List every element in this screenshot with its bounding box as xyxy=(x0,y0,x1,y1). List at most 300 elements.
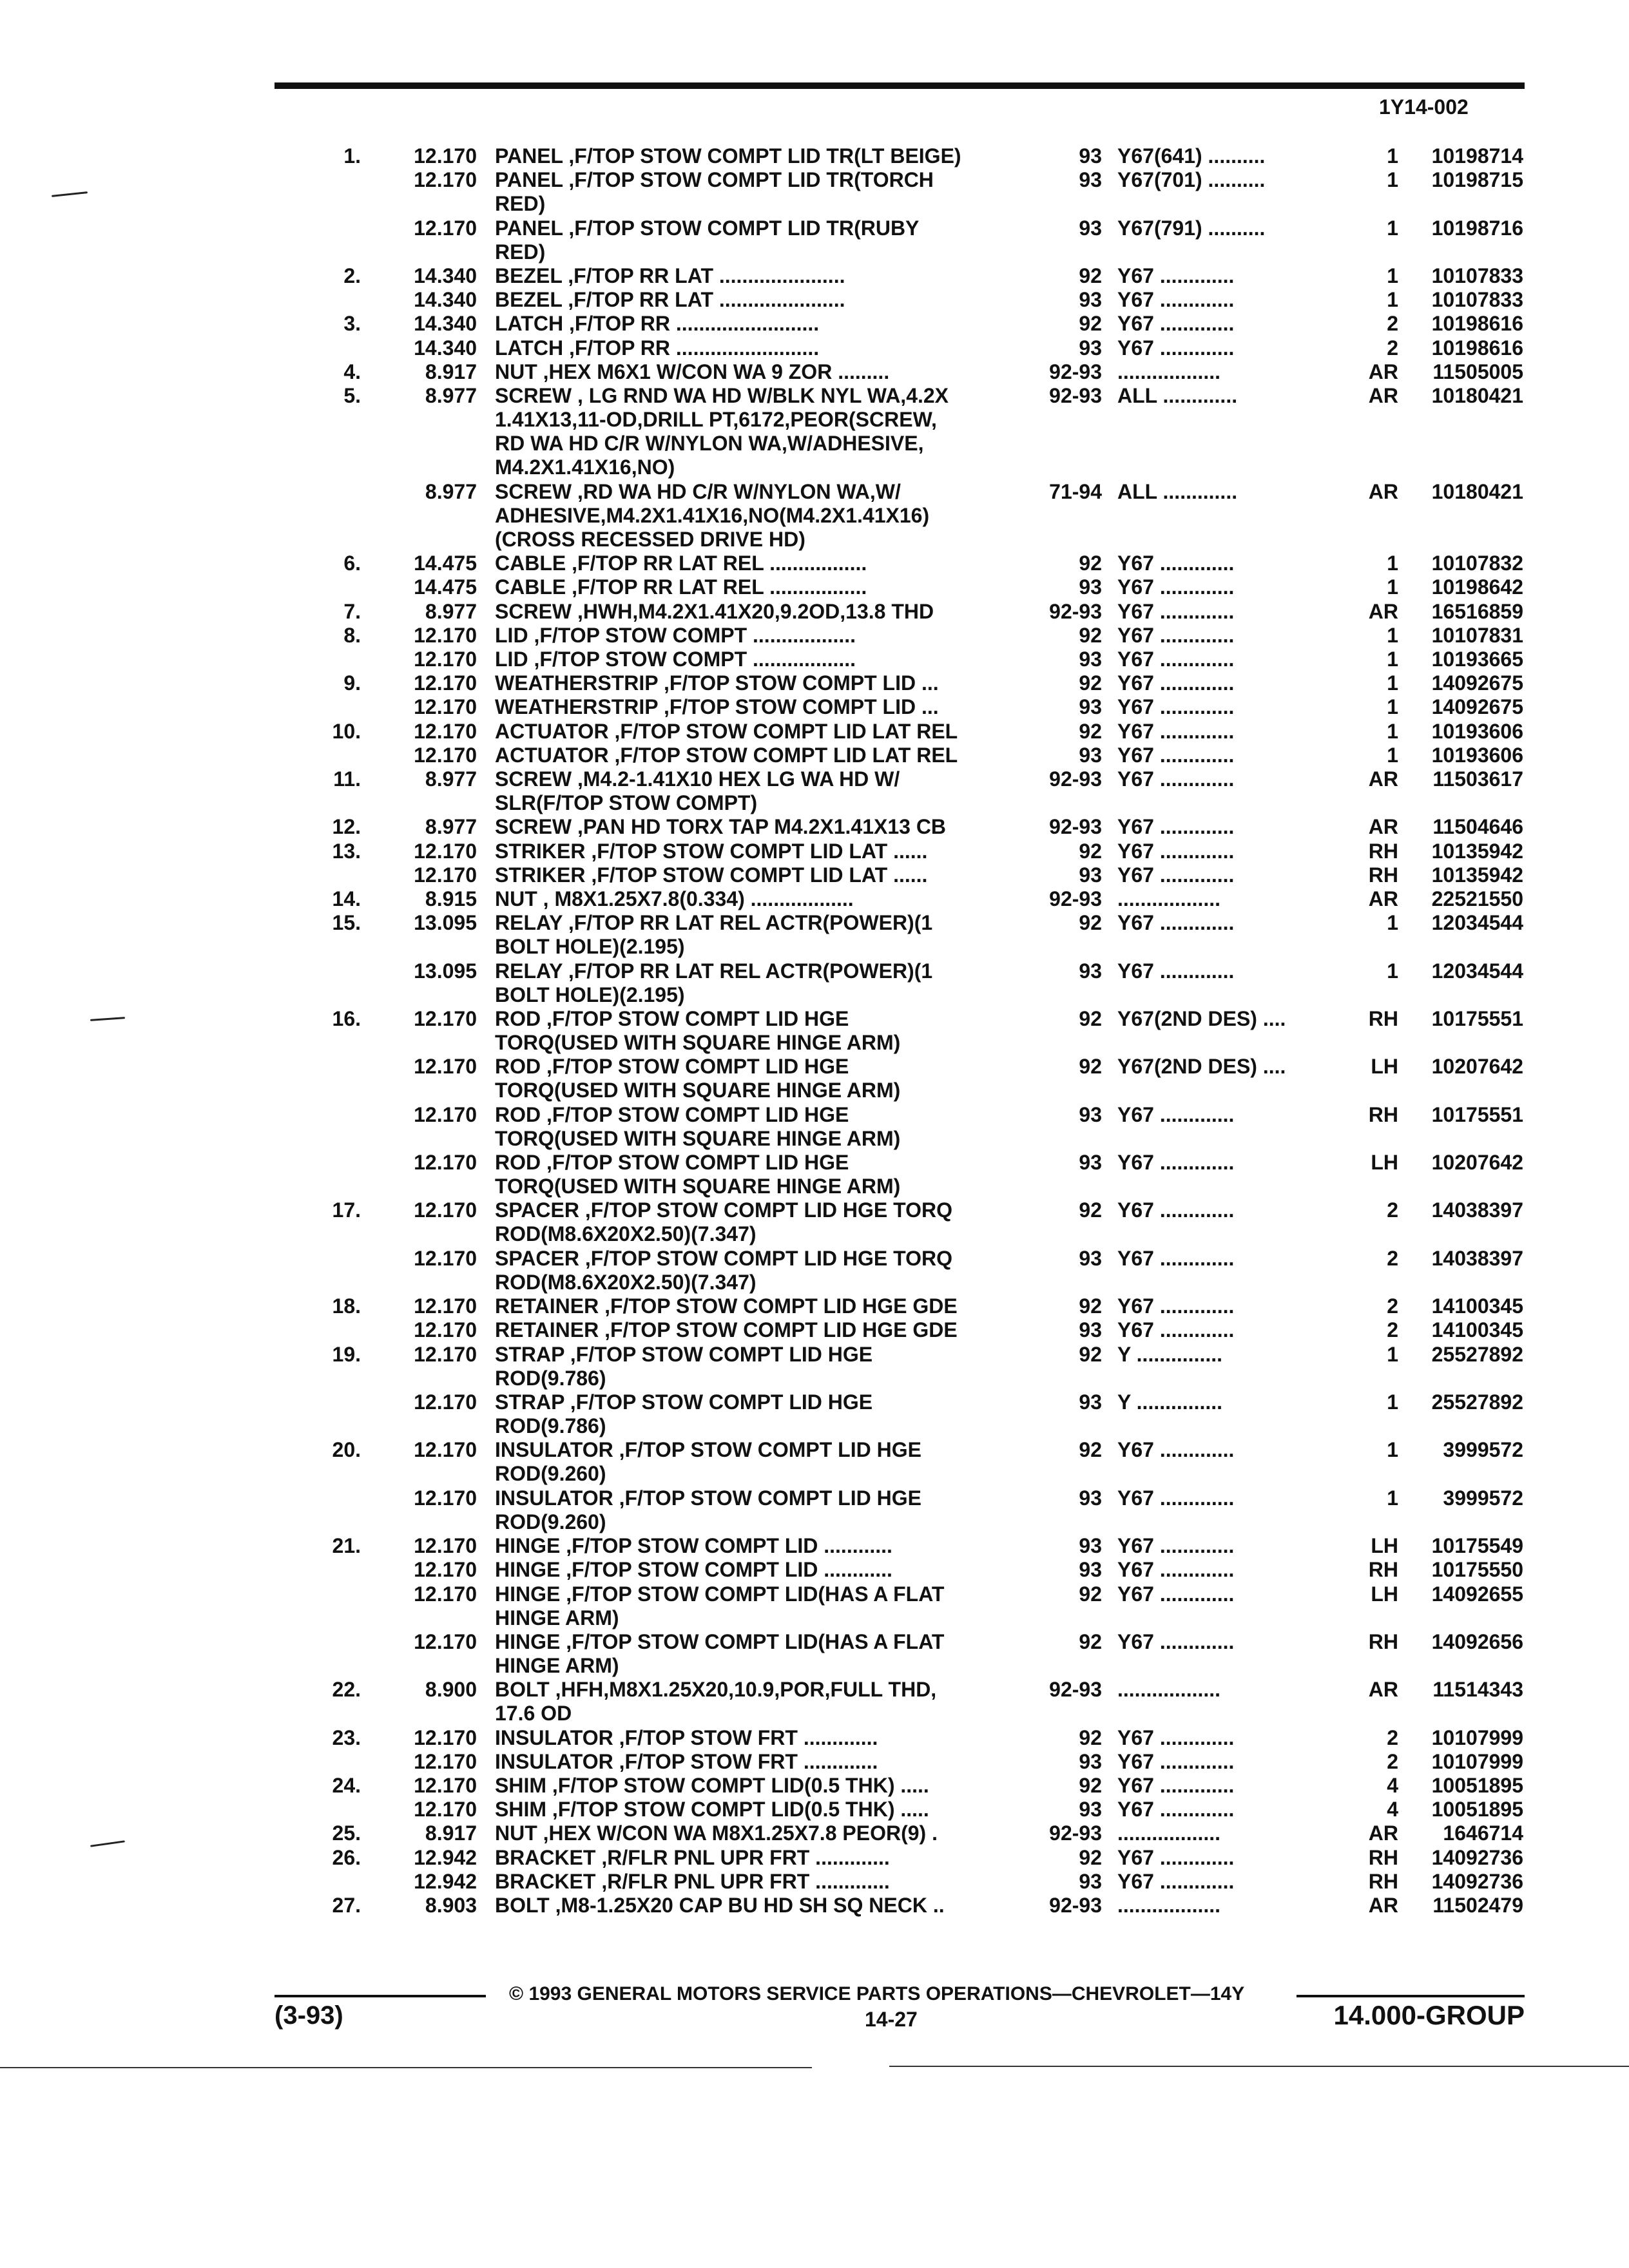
group-number: 12.170 xyxy=(414,1006,477,1030)
part-description: ROD ,F/TOP STOW COMPT LID HGE TORQ(USED WITH SQUARE HINGE ARM) xyxy=(495,1055,901,1102)
part-number: 14092656 xyxy=(1431,1629,1523,1653)
group-number: 12.170 xyxy=(414,144,477,168)
part-number: 10175549 xyxy=(1431,1534,1523,1558)
part-number: 10051895 xyxy=(1431,1798,1523,1821)
group-number: 8.977 xyxy=(425,767,477,791)
group-number: 12.170 xyxy=(414,1774,477,1798)
item-number: 17. xyxy=(332,1198,361,1222)
quantity: 1 xyxy=(1387,719,1398,743)
model-code: Y67(701) .......... xyxy=(1117,168,1266,192)
group-number: 12.170 xyxy=(414,1438,477,1462)
model-year: 93 xyxy=(1079,168,1102,192)
model-year: 93 xyxy=(1079,695,1102,719)
table-row xyxy=(0,887,1629,911)
model-year: 92-93 xyxy=(1049,1678,1102,1702)
part-description: INSULATOR ,F/TOP STOW FRT ............. xyxy=(495,1725,878,1749)
part-number: 14100345 xyxy=(1431,1318,1523,1342)
item-number: 27. xyxy=(332,1894,361,1917)
group-number: 8.915 xyxy=(425,887,477,910)
part-description: NUT ,HEX W/CON WA M8X1.25X7.8 PEOR(9) . xyxy=(495,1821,938,1845)
item-number: 16. xyxy=(332,1006,361,1030)
quantity: AR xyxy=(1368,767,1398,791)
quantity: 2 xyxy=(1387,312,1398,336)
model-year: 92 xyxy=(1079,312,1102,336)
model-code: Y67 ............. xyxy=(1117,695,1235,719)
footer-rule-right xyxy=(1296,1995,1525,1997)
part-number: 25527892 xyxy=(1431,1342,1523,1366)
table-row xyxy=(0,959,1629,1007)
model-code: Y67 ............. xyxy=(1117,1629,1235,1653)
item-number: 11. xyxy=(333,767,361,791)
part-description: SCREW ,M4.2-1.41X10 HEX LG WA HD W/ SLR(F/TOP STOW COMPT) xyxy=(495,767,900,814)
part-number: 11504646 xyxy=(1432,815,1523,839)
part-description: BRACKET ,R/FLR PNL UPR FRT ............. xyxy=(495,1869,890,1893)
part-description: HINGE ,F/TOP STOW COMPT LID(HAS A FLAT HINGE ARM) xyxy=(495,1629,945,1677)
table-row xyxy=(0,552,1629,575)
model-code: .................. xyxy=(1117,1678,1221,1702)
model-code: .................. xyxy=(1117,1894,1221,1917)
part-description: RELAY ,F/TOP RR LAT REL ACTR(POWER)(1 BOLT HOLE)(2.195) xyxy=(495,911,933,959)
table-row xyxy=(0,575,1629,599)
part-number: 25527892 xyxy=(1431,1390,1523,1414)
model-code: Y ............... xyxy=(1117,1342,1223,1366)
group-number: 12.170 xyxy=(414,216,477,240)
quantity: RH xyxy=(1368,1006,1398,1030)
model-code: Y67 ............. xyxy=(1117,1869,1235,1893)
part-number: 10107999 xyxy=(1431,1725,1523,1749)
model-year: 92 xyxy=(1079,911,1102,935)
model-year: 93 xyxy=(1079,144,1102,168)
quantity: 2 xyxy=(1387,1725,1398,1749)
part-number: 10180421 xyxy=(1431,383,1523,407)
table-row xyxy=(0,1343,1629,1390)
group-number: 8.977 xyxy=(425,383,477,407)
part-description: PANEL ,F/TOP STOW COMPT LID TR(RUBY RED) xyxy=(495,216,920,264)
model-year: 93 xyxy=(1079,336,1102,360)
part-number: 10198715 xyxy=(1431,168,1523,192)
group-number: 12.170 xyxy=(414,1725,477,1749)
quantity: 1 xyxy=(1387,695,1398,719)
part-number: 3999572 xyxy=(1443,1486,1523,1510)
item-number: 12. xyxy=(332,815,361,839)
part-description: SCREW ,PAN HD TORX TAP M4.2X1.41X13 CB xyxy=(495,815,947,839)
part-description: LATCH ,F/TOP RR ......................... xyxy=(495,336,820,360)
table-row xyxy=(0,1894,1629,1917)
quantity: 1 xyxy=(1387,959,1398,983)
model-code: Y67 ............. xyxy=(1117,1438,1235,1462)
table-row xyxy=(0,863,1629,887)
table-row xyxy=(0,1846,1629,1870)
table-row xyxy=(0,1534,1629,1558)
model-year: 93 xyxy=(1079,743,1102,767)
group-number: 12.170 xyxy=(414,623,477,647)
table-row xyxy=(0,1630,1629,1678)
part-number: 10207642 xyxy=(1431,1151,1523,1175)
part-number: 11503617 xyxy=(1432,767,1523,791)
group-number: 12.170 xyxy=(414,1102,477,1126)
model-year: 92 xyxy=(1079,1006,1102,1030)
item-number: 20. xyxy=(332,1438,361,1462)
part-number: 14092655 xyxy=(1431,1582,1523,1606)
model-code: Y67 ............. xyxy=(1117,719,1235,743)
part-description: HINGE ,F/TOP STOW COMPT LID(HAS A FLAT HINGE ARM) xyxy=(495,1582,945,1629)
group-number: 12.170 xyxy=(414,1629,477,1653)
group-number: 12.942 xyxy=(414,1845,477,1869)
model-year: 93 xyxy=(1079,1749,1102,1773)
model-code: Y67(2ND DES) .... xyxy=(1117,1055,1286,1079)
group-label: 14.000-GROUP xyxy=(1333,2000,1525,2030)
model-year: 92 xyxy=(1079,552,1102,575)
model-year: 92-93 xyxy=(1049,767,1102,791)
table-row xyxy=(0,480,1629,552)
quantity: AR xyxy=(1368,479,1398,503)
group-number: 14.340 xyxy=(414,288,477,312)
group-number: 8.903 xyxy=(425,1894,477,1917)
model-code: Y67 ............. xyxy=(1117,648,1235,671)
table-row xyxy=(0,671,1629,695)
quantity: AR xyxy=(1368,360,1398,383)
part-description: BEZEL ,F/TOP RR LAT ...................... xyxy=(495,288,845,312)
table-row xyxy=(0,144,1629,168)
table-row xyxy=(0,1726,1629,1750)
footer-rule-left xyxy=(275,1995,486,1997)
part-number: 10198716 xyxy=(1431,216,1523,240)
model-year: 92 xyxy=(1079,1055,1102,1079)
model-year: 92 xyxy=(1079,1582,1102,1606)
item-number: 5. xyxy=(343,383,361,407)
scan-artifact-line xyxy=(0,2067,812,2068)
model-code: .................. xyxy=(1117,1821,1221,1845)
part-description: STRAP ,F/TOP STOW COMPT LID HGE ROD(9.786) xyxy=(495,1390,873,1438)
table-row xyxy=(0,1151,1629,1198)
model-year: 92 xyxy=(1079,1294,1102,1318)
model-code: Y67(791) .......... xyxy=(1117,216,1266,240)
quantity: 2 xyxy=(1387,1318,1398,1342)
part-number: 10107999 xyxy=(1431,1749,1523,1773)
group-number: 14.340 xyxy=(414,336,477,360)
table-row xyxy=(0,1558,1629,1582)
part-number: 14038397 xyxy=(1431,1198,1523,1222)
item-number: 18. xyxy=(332,1294,361,1318)
quantity: 1 xyxy=(1387,1390,1398,1414)
table-row xyxy=(0,168,1629,216)
part-description: SCREW ,HWH,M4.2X1.41X20,9.2OD,13.8 THD xyxy=(495,599,934,623)
quantity: 1 xyxy=(1387,216,1398,240)
model-year: 93 xyxy=(1079,1390,1102,1414)
part-number: 11505005 xyxy=(1432,360,1523,383)
part-number: 10051895 xyxy=(1431,1774,1523,1798)
item-number: 10. xyxy=(332,719,361,743)
part-number: 10135942 xyxy=(1431,839,1523,863)
quantity: 1 xyxy=(1387,911,1398,935)
table-row xyxy=(0,216,1629,264)
table-row xyxy=(0,1774,1629,1798)
part-description: HINGE ,F/TOP STOW COMPT LID ............ xyxy=(495,1534,892,1558)
item-number: 26. xyxy=(332,1845,361,1869)
table-row xyxy=(0,384,1629,480)
item-number: 21. xyxy=(332,1534,361,1558)
model-code: Y67 ............. xyxy=(1117,1749,1235,1773)
model-year: 92-93 xyxy=(1049,1821,1102,1845)
model-code: .................. xyxy=(1117,360,1221,383)
group-number: 12.170 xyxy=(414,1055,477,1079)
part-description: BEZEL ,F/TOP RR LAT ...................... xyxy=(495,264,845,287)
part-description: RETAINER ,F/TOP STOW COMPT LID HGE GDE xyxy=(495,1294,958,1318)
table-row xyxy=(0,720,1629,744)
part-description: ROD ,F/TOP STOW COMPT LID HGE TORQ(USED WITH SQUARE HINGE ARM) xyxy=(495,1006,901,1054)
model-year: 92-93 xyxy=(1049,887,1102,910)
page-number: 14-27 xyxy=(865,2008,918,2031)
group-number: 12.170 xyxy=(414,671,477,695)
table-row xyxy=(0,624,1629,648)
part-description: PANEL ,F/TOP STOW COMPT LID TR(LT BEIGE) xyxy=(495,144,961,168)
part-description: ACTUATOR ,F/TOP STOW COMPT LID LAT REL xyxy=(495,719,958,743)
part-number: 10198616 xyxy=(1431,336,1523,360)
model-year: 92 xyxy=(1079,623,1102,647)
model-code: Y67 ............. xyxy=(1117,1845,1235,1869)
table-row xyxy=(0,264,1629,288)
part-description: RELAY ,F/TOP RR LAT REL ACTR(POWER)(1 BOLT HOLE)(2.195) xyxy=(495,959,933,1006)
page-code: 1Y14-002 xyxy=(1379,95,1469,119)
model-code: Y67 ............. xyxy=(1117,552,1235,575)
model-code: Y67 ............. xyxy=(1117,1318,1235,1342)
model-year: 71-94 xyxy=(1049,479,1102,503)
part-number: 11502479 xyxy=(1432,1894,1523,1917)
item-number: 13. xyxy=(332,839,361,863)
model-year: 92-93 xyxy=(1049,360,1102,383)
scan-artifact-line xyxy=(889,2066,1629,2067)
quantity: 1 xyxy=(1387,1342,1398,1366)
group-number: 12.170 xyxy=(414,1798,477,1821)
model-year: 92-93 xyxy=(1049,815,1102,839)
quantity: 1 xyxy=(1387,264,1398,287)
quantity: AR xyxy=(1368,1894,1398,1917)
part-description: INSULATOR ,F/TOP STOW FRT ............. xyxy=(495,1749,878,1773)
table-row xyxy=(0,1750,1629,1774)
part-description: LATCH ,F/TOP RR ......................... xyxy=(495,312,820,336)
quantity: 1 xyxy=(1387,623,1398,647)
part-description: PANEL ,F/TOP STOW COMPT LID TR(TORCH RED) xyxy=(495,168,934,216)
part-description: SCREW , LG RND WA HD W/BLK NYL WA,4.2X 1.41X13,11-OD,DRILL PT,6172,PEOR(SCREW, RD WA HD C/R W/NYLON WA,W/ADHESIVE, M4.2X1.41X16,NO) xyxy=(495,383,949,479)
table-row xyxy=(0,1798,1629,1821)
quantity: 2 xyxy=(1387,1749,1398,1773)
model-year: 93 xyxy=(1079,959,1102,983)
part-description: INSULATOR ,F/TOP STOW COMPT LID HGE ROD(9.260) xyxy=(495,1438,921,1486)
table-row xyxy=(0,1318,1629,1342)
table-row xyxy=(0,1103,1629,1151)
quantity: AR xyxy=(1368,815,1398,839)
model-year: 93 xyxy=(1079,863,1102,887)
model-year: 93 xyxy=(1079,1869,1102,1893)
item-number: 3. xyxy=(343,312,361,336)
table-row xyxy=(0,815,1629,839)
group-number: 12.170 xyxy=(414,648,477,671)
model-year: 93 xyxy=(1079,648,1102,671)
model-code: Y67 ............. xyxy=(1117,336,1235,360)
model-code: Y67 ............. xyxy=(1117,1534,1235,1558)
part-description: STRIKER ,F/TOP STOW COMPT LID LAT ...... xyxy=(495,839,928,863)
group-number: 8.977 xyxy=(425,479,477,503)
model-code: Y67 ............. xyxy=(1117,1774,1235,1798)
model-code: Y67(641) .......... xyxy=(1117,144,1266,168)
item-number: 22. xyxy=(332,1678,361,1702)
quantity: 1 xyxy=(1387,671,1398,695)
group-number: 12.170 xyxy=(414,1486,477,1510)
model-code: Y67 ............. xyxy=(1117,671,1235,695)
copyright-notice: © 1993 GENERAL MOTORS SERVICE PARTS OPERATIONS—CHEVROLET—14Y xyxy=(509,1983,1245,2004)
item-number: 2. xyxy=(343,264,361,287)
quantity: 1 xyxy=(1387,552,1398,575)
model-year: 92-93 xyxy=(1049,1894,1102,1917)
model-year: 92 xyxy=(1079,1725,1102,1749)
group-number: 14.475 xyxy=(414,552,477,575)
part-number: 16516859 xyxy=(1431,599,1523,623)
quantity: RH xyxy=(1368,1629,1398,1653)
table-row xyxy=(0,1390,1629,1438)
group-number: 12.170 xyxy=(414,1749,477,1773)
quantity: LH xyxy=(1371,1582,1398,1606)
item-number: 25. xyxy=(332,1821,361,1845)
quantity: 2 xyxy=(1387,1246,1398,1270)
part-number: 10193665 xyxy=(1431,648,1523,671)
quantity: 1 xyxy=(1387,1438,1398,1462)
header-rule xyxy=(275,82,1525,89)
group-number: 12.170 xyxy=(414,1151,477,1175)
quantity: 1 xyxy=(1387,575,1398,599)
part-description: INSULATOR ,F/TOP STOW COMPT LID HGE ROD(9.260) xyxy=(495,1486,921,1533)
quantity: 4 xyxy=(1387,1774,1398,1798)
part-number: 14092675 xyxy=(1431,695,1523,719)
model-year: 92 xyxy=(1079,1438,1102,1462)
item-number: 6. xyxy=(343,552,361,575)
quantity: LH xyxy=(1371,1055,1398,1079)
model-code: Y67 ............. xyxy=(1117,575,1235,599)
table-row xyxy=(0,1294,1629,1318)
part-number: 10175551 xyxy=(1431,1006,1523,1030)
model-code: ALL ............. xyxy=(1117,479,1238,503)
quantity: RH xyxy=(1368,1558,1398,1582)
table-row xyxy=(0,1055,1629,1102)
part-number: 10175551 xyxy=(1431,1102,1523,1126)
part-description: SPACER ,F/TOP STOW COMPT LID HGE TORQ ROD(M8.6X20X2.50)(7.347) xyxy=(495,1198,952,1246)
item-number: 8. xyxy=(343,623,361,647)
model-year: 92 xyxy=(1079,264,1102,287)
model-year: 93 xyxy=(1079,575,1102,599)
quantity: 1 xyxy=(1387,1486,1398,1510)
part-number: 12034544 xyxy=(1431,959,1523,983)
model-code: Y67 ............. xyxy=(1117,767,1235,791)
table-row xyxy=(0,1582,1629,1630)
part-description: ROD ,F/TOP STOW COMPT LID HGE TORQ(USED WITH SQUARE HINGE ARM) xyxy=(495,1102,901,1150)
quantity: RH xyxy=(1368,1845,1398,1869)
part-description: HINGE ,F/TOP STOW COMPT LID ............ xyxy=(495,1558,892,1582)
model-year: 93 xyxy=(1079,1798,1102,1821)
model-year: 93 xyxy=(1079,1558,1102,1582)
part-description: SHIM ,F/TOP STOW COMPT LID(0.5 THK) ..... xyxy=(495,1774,929,1798)
table-row xyxy=(0,1486,1629,1534)
quantity: LH xyxy=(1371,1151,1398,1175)
part-description: STRAP ,F/TOP STOW COMPT LID HGE ROD(9.786) xyxy=(495,1342,873,1390)
model-code: Y67 ............. xyxy=(1117,288,1235,312)
quantity: 2 xyxy=(1387,336,1398,360)
model-year: 93 xyxy=(1079,288,1102,312)
table-row xyxy=(0,1678,1629,1725)
model-code: Y67 ............. xyxy=(1117,264,1235,287)
table-row xyxy=(0,1438,1629,1486)
model-code: Y67 ............. xyxy=(1117,312,1235,336)
part-description: BRACKET ,R/FLR PNL UPR FRT ............. xyxy=(495,1845,890,1869)
model-code: Y67 ............. xyxy=(1117,1294,1235,1318)
part-number: 10175550 xyxy=(1431,1558,1523,1582)
group-number: 12.170 xyxy=(414,1390,477,1414)
table-row xyxy=(0,1870,1629,1894)
group-number: 8.977 xyxy=(425,599,477,623)
table-row xyxy=(0,336,1629,360)
part-number: 10198616 xyxy=(1431,312,1523,336)
table-row xyxy=(0,840,1629,863)
part-number: 22521550 xyxy=(1431,887,1523,910)
part-description: LID ,F/TOP STOW COMPT .................. xyxy=(495,623,856,647)
quantity: AR xyxy=(1368,383,1398,407)
part-number: 10107833 xyxy=(1431,264,1523,287)
table-row xyxy=(0,648,1629,671)
quantity: RH xyxy=(1368,863,1398,887)
group-number: 12.170 xyxy=(414,1342,477,1366)
parts-list xyxy=(0,144,1629,1917)
part-description: WEATHERSTRIP ,F/TOP STOW COMPT LID ... xyxy=(495,695,939,719)
group-number: 12.170 xyxy=(414,695,477,719)
part-number: 10107832 xyxy=(1431,552,1523,575)
part-number: 10207642 xyxy=(1431,1055,1523,1079)
model-year: 92 xyxy=(1079,839,1102,863)
part-number: 10135942 xyxy=(1431,863,1523,887)
group-number: 14.340 xyxy=(414,312,477,336)
quantity: AR xyxy=(1368,1678,1398,1702)
group-number: 12.170 xyxy=(414,863,477,887)
quantity: LH xyxy=(1371,1534,1398,1558)
group-number: 8.900 xyxy=(425,1678,477,1702)
model-code: Y67(2ND DES) .... xyxy=(1117,1006,1286,1030)
model-year: 92 xyxy=(1079,671,1102,695)
table-row xyxy=(0,767,1629,815)
part-number: 10107833 xyxy=(1431,288,1523,312)
table-row xyxy=(0,1821,1629,1845)
item-number: 9. xyxy=(343,671,361,695)
part-number: 14092736 xyxy=(1431,1869,1523,1893)
quantity: 4 xyxy=(1387,1798,1398,1821)
table-row xyxy=(0,312,1629,336)
item-number: 19. xyxy=(332,1342,361,1366)
model-year: 93 xyxy=(1079,1246,1102,1270)
quantity: 1 xyxy=(1387,168,1398,192)
table-row xyxy=(0,744,1629,767)
part-number: 10193606 xyxy=(1431,743,1523,767)
table-row xyxy=(0,360,1629,384)
model-year: 92 xyxy=(1079,1342,1102,1366)
group-number: 8.917 xyxy=(425,360,477,383)
model-code: Y67 ............. xyxy=(1117,743,1235,767)
quantity: RH xyxy=(1368,1102,1398,1126)
part-number: 14038397 xyxy=(1431,1246,1523,1270)
group-number: 8.977 xyxy=(425,815,477,839)
table-row xyxy=(0,288,1629,312)
model-code: Y67 ............. xyxy=(1117,959,1235,983)
model-year: 93 xyxy=(1079,1534,1102,1558)
group-number: 12.942 xyxy=(414,1869,477,1893)
group-number: 12.170 xyxy=(414,1198,477,1222)
quantity: 2 xyxy=(1387,1294,1398,1318)
part-description: NUT , M8X1.25X7.8(0.334) .................. xyxy=(495,887,854,910)
